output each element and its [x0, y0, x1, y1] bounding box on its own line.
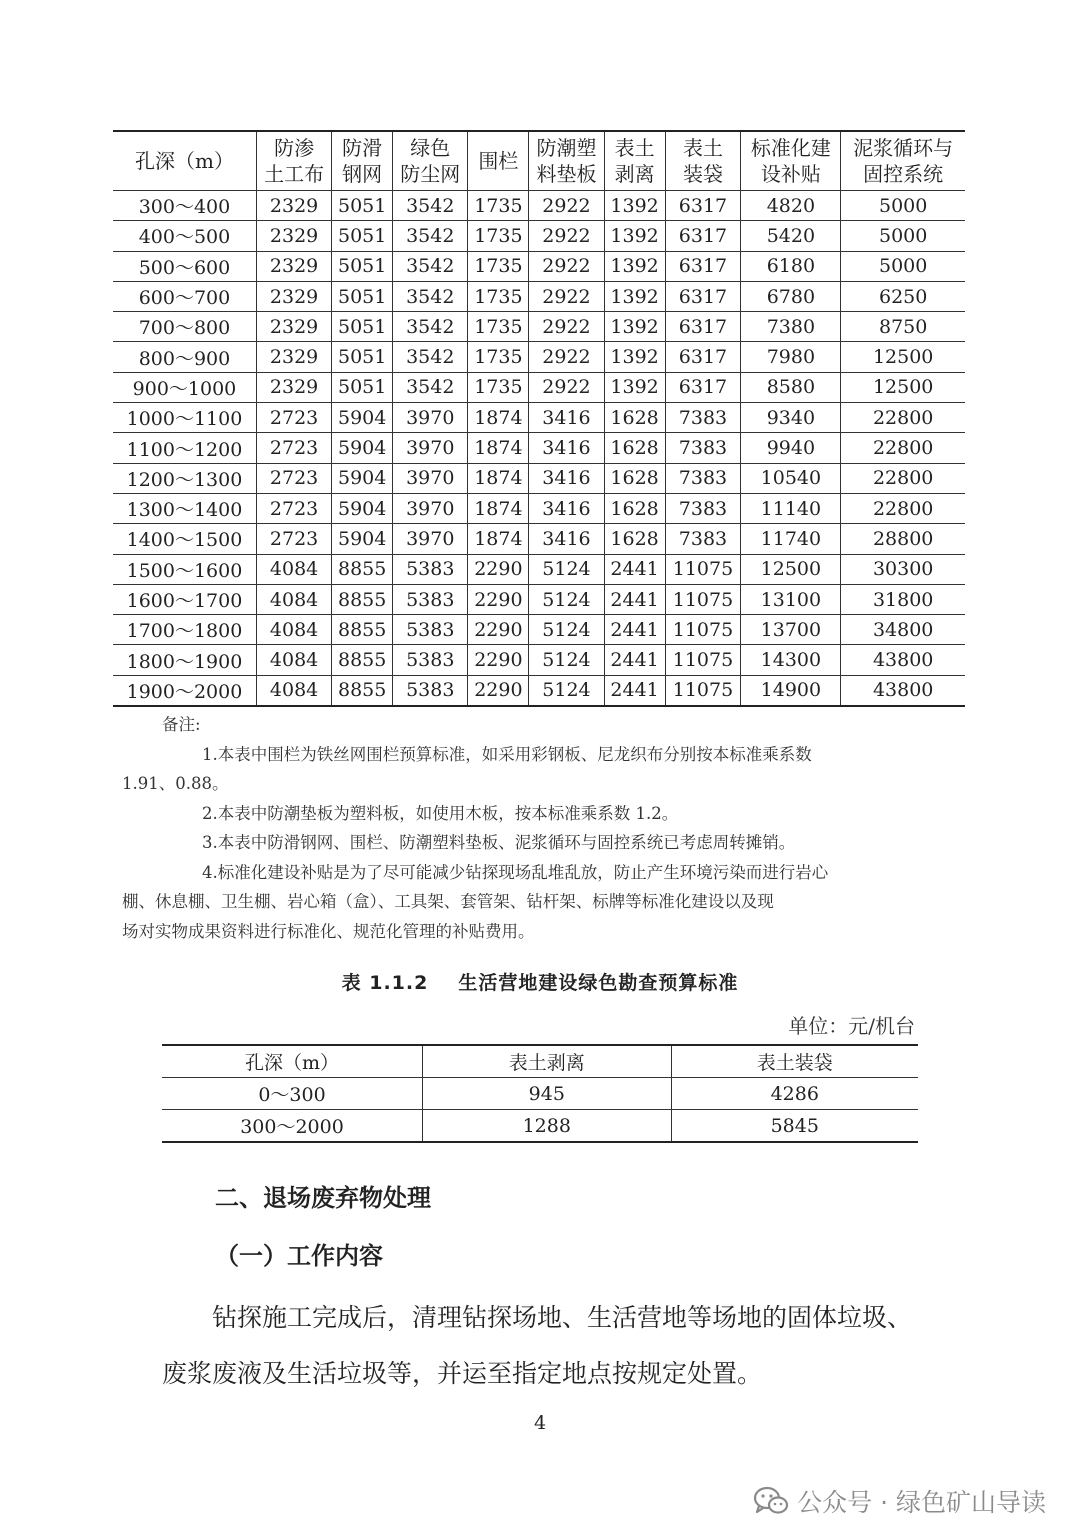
cell-mud-system: 31800 [841, 584, 965, 614]
table-header-row [162, 1045, 918, 1078]
cell-standard-subsidy: 10540 [741, 463, 841, 493]
cell-fence: 1874 [468, 403, 529, 433]
cell-steel-mesh: 8855 [332, 645, 393, 675]
cell-depth: 300～400 [113, 191, 256, 221]
cell-depth: 800～900 [113, 342, 256, 372]
cell-depth: 700～800 [113, 312, 256, 342]
table-row [113, 342, 965, 372]
table-row [162, 1078, 918, 1110]
header-topsoil-bag: 表土 装袋 [665, 131, 741, 191]
note-2: 2.本表中防潮垫板为塑料板，如使用木板，按本标准乘系数 1.2。 [202, 803, 679, 823]
cell-steel-mesh: 5904 [332, 493, 393, 523]
table-notes [122, 710, 922, 946]
cell-topsoil-strip: 1628 [604, 403, 665, 433]
cell-plastic-mat: 3416 [529, 463, 604, 493]
header-hole-depth: 孔深（m） [162, 1045, 423, 1078]
cell-fence: 1735 [468, 251, 529, 281]
cell-depth: 1900～2000 [113, 675, 256, 706]
cell-geotextile: 4084 [256, 675, 331, 706]
cell-depth: 1700～1800 [113, 615, 256, 645]
table-row [113, 221, 965, 251]
cell-steel-mesh: 5051 [332, 372, 393, 402]
cell-plastic-mat: 2922 [529, 372, 604, 402]
table2-title: 生活营地建设绿色勘查预算标准 [458, 972, 739, 994]
cell-plastic-mat: 3416 [529, 493, 604, 523]
cell-topsoil-strip: 1628 [604, 433, 665, 463]
wechat-icon [753, 1486, 789, 1516]
cell-topsoil-bag: 6317 [665, 221, 741, 251]
cell-fence: 1874 [468, 493, 529, 523]
cell-standard-subsidy: 14900 [741, 675, 841, 706]
cell-topsoil-bag: 6317 [665, 312, 741, 342]
cell-steel-mesh: 5051 [332, 251, 393, 281]
cell-fence: 1735 [468, 281, 529, 311]
cell-geotextile: 2329 [256, 342, 331, 372]
table-row [162, 1110, 918, 1143]
cell-topsoil-strip: 2441 [604, 675, 665, 706]
cell-topsoil-strip: 1392 [604, 221, 665, 251]
cell-plastic-mat: 2922 [529, 191, 604, 221]
cell-dust-net: 3542 [393, 221, 468, 251]
cell-geotextile: 4084 [256, 645, 331, 675]
header-topsoil-strip: 表土剥离 [423, 1045, 672, 1078]
cell-geotextile: 2723 [256, 493, 331, 523]
cell-standard-subsidy: 8580 [741, 372, 841, 402]
cell-steel-mesh: 5051 [332, 312, 393, 342]
table-row [113, 493, 965, 523]
cell-dust-net: 3542 [393, 281, 468, 311]
cell-geotextile: 2723 [256, 463, 331, 493]
cell-standard-subsidy: 7980 [741, 342, 841, 372]
header-fence: 围栏 [468, 131, 529, 191]
cell-dust-net: 3970 [393, 524, 468, 554]
cell-steel-mesh: 5904 [332, 433, 393, 463]
cell-geotextile: 2329 [256, 191, 331, 221]
cell-depth: 1000～1100 [113, 403, 256, 433]
cell-strip: 945 [423, 1078, 672, 1110]
cell-depth: 400～500 [113, 221, 256, 251]
header-mud-system: 泥浆循环与 固控系统 [841, 131, 965, 191]
note-1-line-1: 1.本表中围栏为铁丝网围栏预算标准，如采用彩钢板、尼龙织布分别按本标准乘系数 [202, 744, 812, 764]
cell-geotextile: 4084 [256, 584, 331, 614]
cell-steel-mesh: 5904 [332, 463, 393, 493]
cell-topsoil-strip: 1392 [604, 281, 665, 311]
cell-fence: 1874 [468, 463, 529, 493]
cell-mud-system: 5000 [841, 221, 965, 251]
cell-mud-system: 6250 [841, 281, 965, 311]
cell-topsoil-strip: 1392 [604, 372, 665, 402]
cell-topsoil-strip: 1628 [604, 493, 665, 523]
cell-bag: 4286 [671, 1078, 918, 1110]
cell-dust-net: 3542 [393, 191, 468, 221]
cell-standard-subsidy: 9940 [741, 433, 841, 463]
cell-mud-system: 22800 [841, 403, 965, 433]
cell-standard-subsidy: 13700 [741, 615, 841, 645]
table-row [113, 403, 965, 433]
cell-topsoil-strip: 1392 [604, 251, 665, 281]
table-row [113, 281, 965, 311]
cell-topsoil-bag: 7383 [665, 433, 741, 463]
cell-mud-system: 22800 [841, 463, 965, 493]
cell-strip: 1288 [423, 1110, 672, 1143]
cell-topsoil-bag: 11075 [665, 584, 741, 614]
cell-depth: 0～300 [162, 1078, 423, 1110]
note-4-cont-1: 棚、休息棚、卫生棚、岩心箱（盒）、工具架、套管架、钻杆架、标牌等标准化建设以及现 [122, 892, 774, 911]
note-4-cont-2: 场对实物成果资料进行标准化、规范化管理的补贴费用。 [122, 921, 535, 941]
page-number: 4 [533, 1412, 547, 1434]
cell-fence: 1735 [468, 372, 529, 402]
cell-topsoil-bag: 7383 [665, 403, 741, 433]
header-plastic-mat: 防潮塑 料垫板 [529, 131, 604, 191]
cell-geotextile: 4084 [256, 615, 331, 645]
cell-standard-subsidy: 14300 [741, 645, 841, 675]
cell-topsoil-bag: 7383 [665, 493, 741, 523]
cell-fence: 2290 [468, 675, 529, 706]
table-row [113, 312, 965, 342]
cell-topsoil-strip: 1392 [604, 312, 665, 342]
cell-depth: 900～1000 [113, 372, 256, 402]
cell-steel-mesh: 5051 [332, 191, 393, 221]
cell-topsoil-bag: 11075 [665, 554, 741, 584]
cell-standard-subsidy: 9340 [741, 403, 841, 433]
cell-fence: 2290 [468, 645, 529, 675]
table-row [113, 524, 965, 554]
cell-topsoil-strip: 1392 [604, 342, 665, 372]
cell-topsoil-strip: 1392 [604, 191, 665, 221]
cell-depth: 1300～1400 [113, 493, 256, 523]
cell-plastic-mat: 5124 [529, 584, 604, 614]
cell-mud-system: 12500 [841, 372, 965, 402]
cell-topsoil-bag: 7383 [665, 463, 741, 493]
cell-geotextile: 2329 [256, 251, 331, 281]
cell-dust-net: 3970 [393, 433, 468, 463]
cell-dust-net: 3542 [393, 342, 468, 372]
cell-geotextile: 4084 [256, 554, 331, 584]
cell-topsoil-strip: 2441 [604, 584, 665, 614]
cell-steel-mesh: 8855 [332, 554, 393, 584]
cell-mud-system: 5000 [841, 251, 965, 281]
watermark [753, 1483, 1046, 1519]
table2-caption [0, 968, 1080, 995]
cell-fence: 2290 [468, 554, 529, 584]
cell-dust-net: 5383 [393, 554, 468, 584]
cell-depth: 500～600 [113, 251, 256, 281]
cell-mud-system: 34800 [841, 615, 965, 645]
cell-mud-system: 5000 [841, 191, 965, 221]
notes-title: 备注: [162, 715, 201, 734]
table2-unit: 单位：元/机台 [788, 1014, 915, 1038]
cell-topsoil-strip: 2441 [604, 645, 665, 675]
table-row [113, 615, 965, 645]
header-steel-mesh: 防滑 钢网 [332, 131, 393, 191]
note-3: 3.本表中防滑钢网、围栏、防潮塑料垫板、泥浆循环与固控系统已考虑周转摊销。 [202, 833, 796, 852]
cell-topsoil-bag: 6317 [665, 281, 741, 311]
cell-depth: 1400～1500 [113, 524, 256, 554]
cell-fence: 1735 [468, 342, 529, 372]
table-row [113, 554, 965, 584]
table-row [113, 463, 965, 493]
cell-dust-net: 3542 [393, 372, 468, 402]
cell-dust-net: 5383 [393, 675, 468, 706]
cell-mud-system: 12500 [841, 342, 965, 372]
cell-topsoil-bag: 6317 [665, 251, 741, 281]
cell-standard-subsidy: 11740 [741, 524, 841, 554]
cell-topsoil-bag: 7383 [665, 524, 741, 554]
cell-steel-mesh: 5051 [332, 281, 393, 311]
cell-topsoil-bag: 6317 [665, 191, 741, 221]
cell-plastic-mat: 2922 [529, 281, 604, 311]
cell-mud-system: 43800 [841, 645, 965, 675]
cell-geotextile: 2723 [256, 433, 331, 463]
cell-mud-system: 22800 [841, 433, 965, 463]
cell-depth: 300～2000 [162, 1110, 423, 1143]
cell-steel-mesh: 8855 [332, 584, 393, 614]
cell-standard-subsidy: 5420 [741, 221, 841, 251]
header-topsoil-bag: 表土装袋 [671, 1045, 918, 1078]
header-geotextile: 防渗 土工布 [256, 131, 331, 191]
cell-topsoil-bag: 6317 [665, 342, 741, 372]
cell-mud-system: 43800 [841, 675, 965, 706]
cell-fence: 2290 [468, 584, 529, 614]
cell-depth: 600～700 [113, 281, 256, 311]
cell-fence: 1874 [468, 433, 529, 463]
cell-fence: 1735 [468, 191, 529, 221]
cell-topsoil-bag: 11075 [665, 615, 741, 645]
cell-topsoil-strip: 2441 [604, 615, 665, 645]
watermark-text: 公众号 · 绿色矿山导读 [797, 1488, 1046, 1517]
cell-depth: 1100～1200 [113, 433, 256, 463]
cell-dust-net: 3970 [393, 493, 468, 523]
cell-standard-subsidy: 11140 [741, 493, 841, 523]
cell-steel-mesh: 5904 [332, 403, 393, 433]
cell-standard-subsidy: 12500 [741, 554, 841, 584]
cell-mud-system: 30300 [841, 554, 965, 584]
cell-geotextile: 2329 [256, 221, 331, 251]
cell-plastic-mat: 3416 [529, 403, 604, 433]
cell-mud-system: 28800 [841, 524, 965, 554]
cell-mud-system: 8750 [841, 312, 965, 342]
cell-steel-mesh: 5051 [332, 221, 393, 251]
cell-dust-net: 3542 [393, 251, 468, 281]
table-body [113, 191, 965, 707]
cell-plastic-mat: 3416 [529, 524, 604, 554]
body-paragraph [162, 1290, 922, 1402]
cell-depth: 1800～1900 [113, 645, 256, 675]
cell-standard-subsidy: 6780 [741, 281, 841, 311]
cell-plastic-mat: 2922 [529, 312, 604, 342]
camp-budget-table [162, 1044, 918, 1143]
cell-dust-net: 5383 [393, 645, 468, 675]
cell-fence: 2290 [468, 615, 529, 645]
cell-geotextile: 2723 [256, 403, 331, 433]
cell-standard-subsidy: 7380 [741, 312, 841, 342]
cell-fence: 1735 [468, 312, 529, 342]
table-row [113, 433, 965, 463]
cell-depth: 1500～1600 [113, 554, 256, 584]
cell-geotextile: 2329 [256, 312, 331, 342]
cell-geotextile: 2723 [256, 524, 331, 554]
cell-steel-mesh: 8855 [332, 615, 393, 645]
cell-geotextile: 2329 [256, 372, 331, 402]
paragraph-text: 钻探施工完成后，清理钻探场地、生活营地等场地的固体垃圾、废浆废液及生活垃圾等，并运至指定地点按规定处置。 [162, 1303, 913, 1388]
cell-plastic-mat: 5124 [529, 554, 604, 584]
cell-mud-system: 22800 [841, 493, 965, 523]
cell-geotextile: 2329 [256, 281, 331, 311]
subsection-heading: （一）工作内容 [215, 1242, 383, 1270]
header-standard-subsidy: 标准化建 设补贴 [741, 131, 841, 191]
cell-dust-net: 5383 [393, 584, 468, 614]
note-1-cont: 1.91、0.88。 [122, 774, 229, 793]
cell-standard-subsidy: 6180 [741, 251, 841, 281]
cell-steel-mesh: 5904 [332, 524, 393, 554]
cell-steel-mesh: 8855 [332, 675, 393, 706]
cell-plastic-mat: 5124 [529, 675, 604, 706]
cell-dust-net: 3970 [393, 463, 468, 493]
header-hole-depth: 孔深（m） [113, 131, 256, 191]
table-row [113, 372, 965, 402]
table2-number: 表 1.1.2 [341, 972, 429, 994]
section-heading: 二、退场废弃物处理 [215, 1184, 431, 1212]
cell-topsoil-bag: 11075 [665, 645, 741, 675]
cell-topsoil-strip: 1628 [604, 463, 665, 493]
table-row [113, 191, 965, 221]
note-4: 4.标准化建设补贴是为了尽可能减少钻探现场乱堆乱放，防止产生环境污染而进行岩心 [202, 862, 829, 882]
table-row [113, 584, 965, 614]
table-row [113, 645, 965, 675]
cell-plastic-mat: 5124 [529, 615, 604, 645]
cell-topsoil-bag: 6317 [665, 372, 741, 402]
table-row [113, 251, 965, 281]
header-dust-net: 绿色 防尘网 [393, 131, 468, 191]
cell-depth: 1600～1700 [113, 584, 256, 614]
cell-topsoil-strip: 2441 [604, 554, 665, 584]
drilling-budget-table [113, 130, 965, 707]
note-1 [162, 740, 922, 770]
cell-topsoil-strip: 1628 [604, 524, 665, 554]
cell-dust-net: 5383 [393, 615, 468, 645]
cell-standard-subsidy: 4820 [741, 191, 841, 221]
cell-dust-net: 3542 [393, 312, 468, 342]
header-topsoil-strip: 表土 剥离 [604, 131, 665, 191]
cell-plastic-mat: 5124 [529, 645, 604, 675]
cell-topsoil-bag: 11075 [665, 675, 741, 706]
cell-steel-mesh: 5051 [332, 342, 393, 372]
cell-plastic-mat: 2922 [529, 221, 604, 251]
table-header-row [113, 131, 965, 191]
cell-depth: 1200～1300 [113, 463, 256, 493]
cell-fence: 1735 [468, 221, 529, 251]
cell-dust-net: 3970 [393, 403, 468, 433]
cell-fence: 1874 [468, 524, 529, 554]
cell-standard-subsidy: 13100 [741, 584, 841, 614]
cell-plastic-mat: 3416 [529, 433, 604, 463]
cell-bag: 5845 [671, 1110, 918, 1143]
cell-plastic-mat: 2922 [529, 342, 604, 372]
table-row [113, 675, 965, 706]
cell-plastic-mat: 2922 [529, 251, 604, 281]
